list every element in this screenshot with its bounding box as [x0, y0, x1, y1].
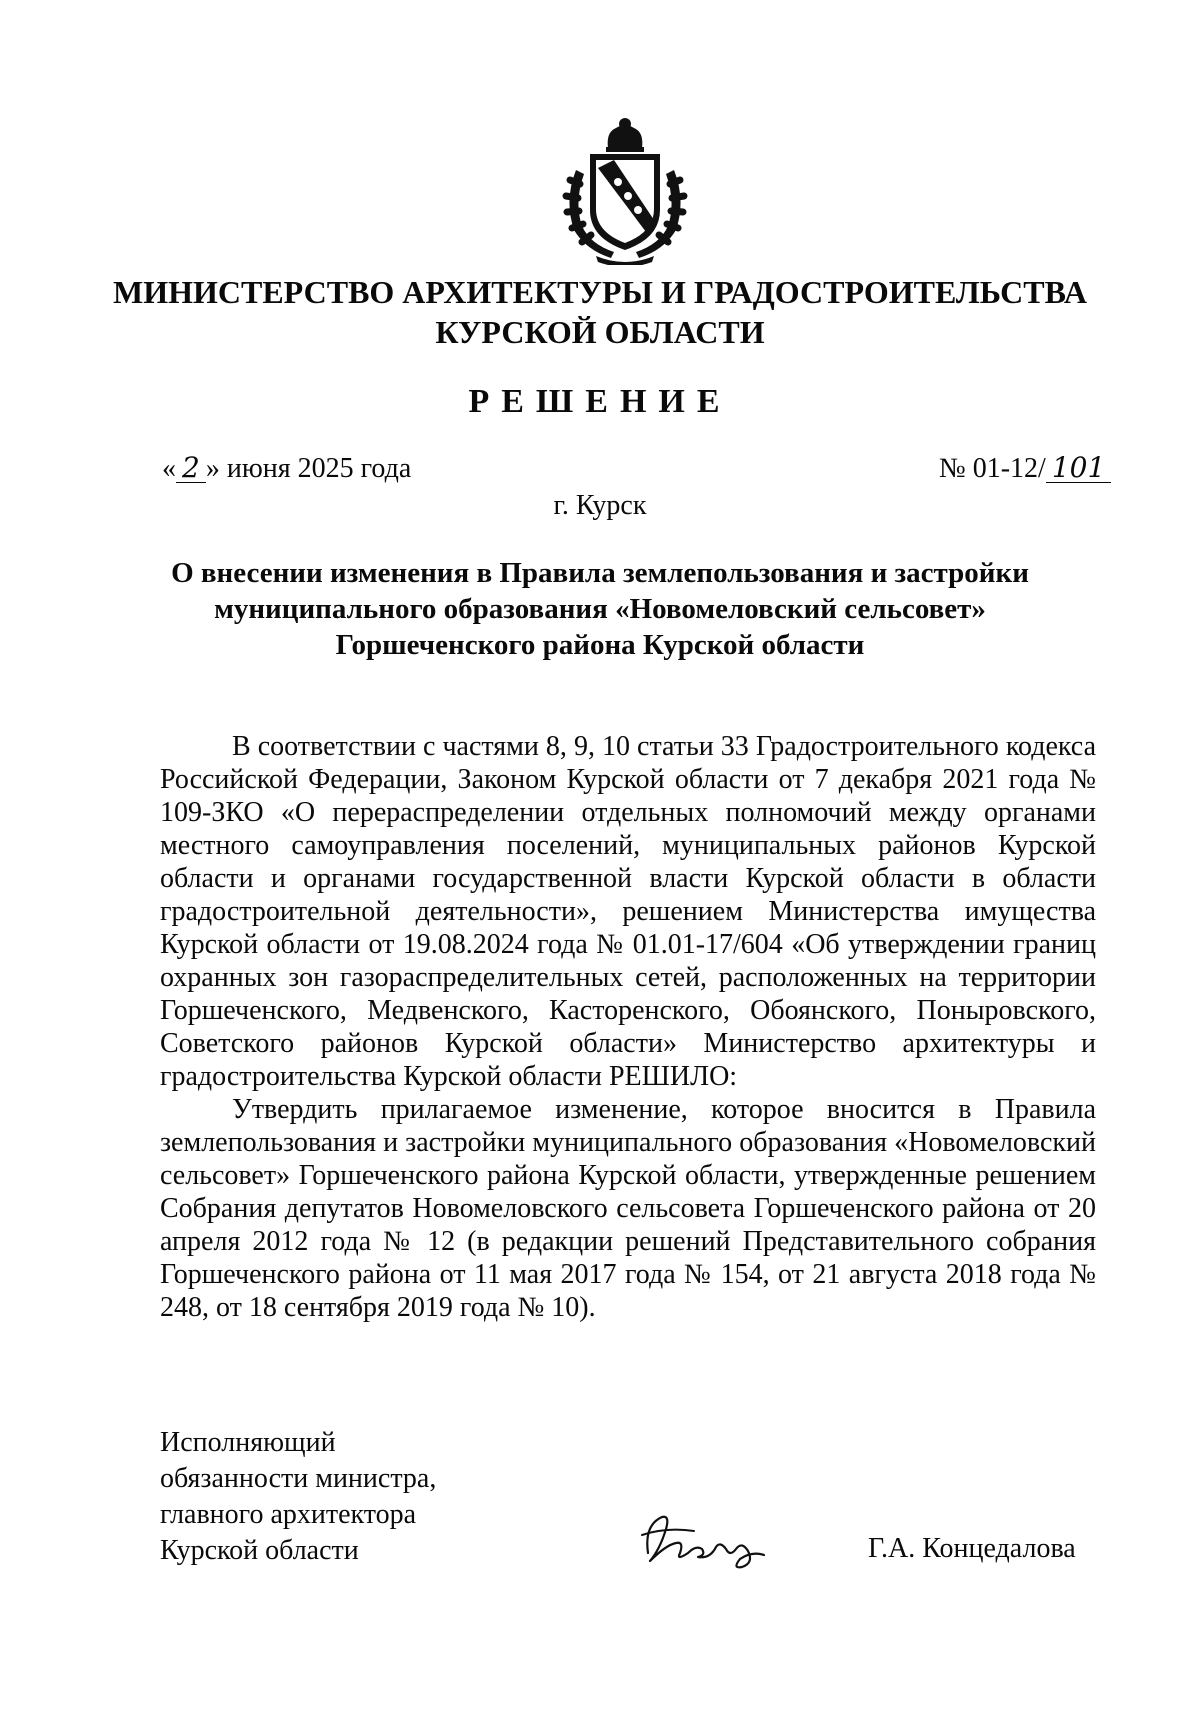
signatory-name: Г.А. Концедалова [868, 1533, 1076, 1564]
title-line3: Горшеченского района Курской области [335, 629, 865, 661]
ministry-name-line2: КУРСКОЙ ОБЛАСТИ [435, 314, 765, 350]
document-title [100, 555, 1100, 663]
signatory-position [160, 1425, 436, 1569]
handwritten-signature [636, 1505, 776, 1575]
title-line2: муниципального образования «Новомеловский сельсовет» [214, 593, 986, 625]
coat-of-arms-icon [556, 110, 694, 265]
document-body [160, 730, 1096, 1324]
signatory-line3: главного архитектора [160, 1499, 417, 1530]
document-type: РЕШЕНИЕ [468, 383, 732, 420]
date-day-handwritten: 2 [176, 454, 206, 483]
number-handwritten: 101 [1046, 454, 1111, 483]
number-prefix: № 01-12/ [939, 453, 1046, 484]
document-date [162, 453, 411, 485]
ministry-name [0, 272, 1200, 352]
date-month-year: » июня 2025 года [205, 453, 412, 484]
document-city: г. Курск [553, 490, 647, 521]
ministry-name-line1: МИНИСТЕРСТВО АРХИТЕКТУРЫ И ГРАДОСТРОИТЕЛЬСТВА [113, 274, 1087, 310]
signatory-line2: обязанности министра, [160, 1463, 437, 1494]
body-paragraph-1: В соответствии с частями 8, 9, 10 статьи 33 Градостроительного кодекса Российской Федерации, Законом Курской области от 7 декабря 2021 года № 109-ЗКО «О перераспределении отдельных полномочий между органами местного самоуправления поселений, муниципальных районов Курской области и органами государственной власти Курской области в области градостроительной деятельности», решением Министерства имущества Курской области от 19.08.2024 года № 01.01-17/604 «Об утверждении границ охранных зон газораспределительных сетей, расположенных на территории Горшеченского, Медвенского, Касторенского, Обоянского, Поныровского, Советского районов Курской области» Министерство архитектуры и градостроительства Курской области РЕШИЛО: [160, 731, 1096, 1092]
signatory-line1: Исполняющий [160, 1427, 336, 1458]
document-number [939, 453, 1111, 485]
date-open-quote: « [162, 453, 176, 484]
title-line1: О внесении изменения в Правила землепользования и застройки [171, 557, 1029, 589]
signatory-line4: Курской области [160, 1535, 359, 1566]
body-paragraph-2: Утвердить прилагаемое изменение, которое вносится в Правила землепользования и застройки муниципального образования «Новомеловский сельсовет» Горшеченского района Курской области, утвержденные решением Собрания депутатов Новомеловского сельсовета Горшеченского района от 20 апреля 2012 года № 12 (в редакции решений Представительного собрания Горшеченского района от 11 мая 2017 года № 154, от 21 августа 2018 года № 248, от 18 сентября 2019 года № 10). [160, 1094, 1096, 1323]
